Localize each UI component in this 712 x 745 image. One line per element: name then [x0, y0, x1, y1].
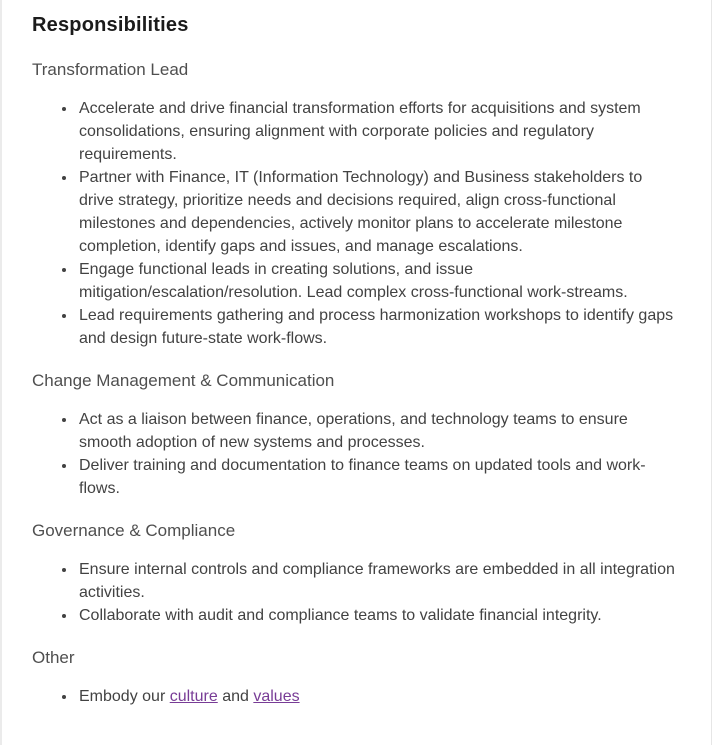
bullet-list	[32, 558, 679, 627]
bullet-text: Accelerate and drive financial transformation efforts for acquisitions and system consolidations, ensuring alignment with corporate policies and regulatory requirements.	[79, 100, 641, 163]
bullet-item	[77, 408, 679, 454]
bullet-item	[77, 685, 679, 708]
bullet-text: Lead requirements gathering and process harmonization workshops to identify gaps and design future-state work-flows.	[79, 307, 674, 347]
bullet-item	[77, 97, 679, 166]
bullet-text: and	[217, 688, 254, 705]
page-title: Responsibilities	[32, 14, 189, 36]
section-heading: Other	[32, 648, 75, 667]
bullet-list	[32, 408, 679, 500]
section-heading: Change Management & Communication	[32, 371, 335, 390]
bullet-item	[77, 166, 679, 258]
bullet-list	[32, 685, 679, 708]
section-heading: Transformation Lead	[32, 60, 189, 79]
values-link[interactable]: values	[253, 688, 300, 705]
culture-link[interactable]: culture	[169, 688, 218, 705]
sections-container	[32, 58, 679, 708]
bullet-item	[77, 454, 679, 500]
bullet-item	[77, 258, 679, 304]
bullet-text: Ensure internal controls and compliance frameworks are embedded in all integration activities.	[79, 561, 675, 601]
bullet-text: Embody our	[79, 688, 170, 705]
bullet-list	[32, 97, 679, 350]
bullet-text: Deliver training and documentation to finance teams on updated tools and work-flows.	[79, 457, 646, 497]
bullet-text: Partner with Finance, IT (Information Technology) and Business stakeholders to drive strategy, prioritize needs and decisions required, align cross-functional milestones and dependencies, actively monitor plans to accelerate milestone completion, identify gaps and issues, and manage escalations.	[79, 169, 643, 255]
bullet-text: Act as a liaison between finance, operations, and technology teams to ensure smooth adoption of new systems and processes.	[79, 411, 628, 451]
bullet-item	[77, 558, 679, 604]
section-heading: Governance & Compliance	[32, 521, 236, 540]
bullet-text: Engage functional leads in creating solutions, and issue mitigation/escalation/resolution. Lead complex cross-functional work-streams.	[79, 261, 628, 301]
bullet-item	[77, 604, 679, 627]
bullet-item	[77, 304, 679, 350]
bullet-text: Collaborate with audit and compliance teams to validate financial integrity.	[79, 607, 602, 624]
